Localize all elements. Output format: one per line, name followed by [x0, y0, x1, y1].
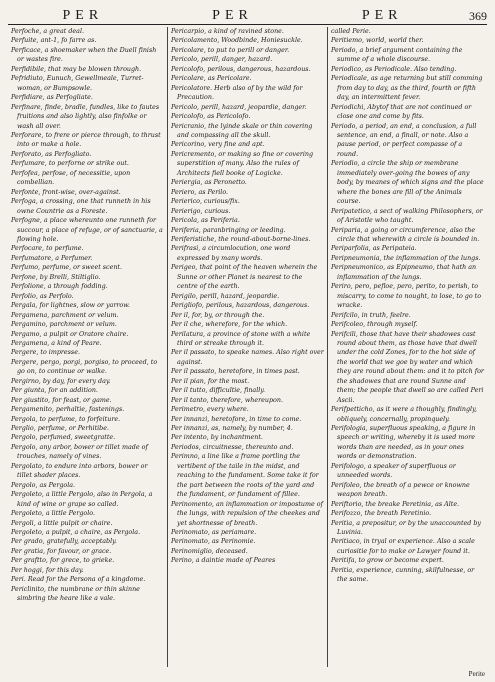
- dictionary-entry: Perinomato, as periamare.: [171, 529, 257, 537]
- dictionary-entry: Pergoli, a little pulpit or chaire.: [11, 519, 113, 527]
- dictionary-entry: Perfocare, to perfume.: [11, 245, 84, 253]
- dictionary-entry: Pericarpio, a kind of ravined stone.: [171, 28, 284, 35]
- column-middle: [167, 27, 327, 667]
- dictionary-entry: Pefridiuto, Eunuch, Gewellmeale, Turret-woman, or Bumpsowle.: [11, 75, 144, 92]
- dictionary-entry: Perfinare, finde, bradle, fundles, like to fautes fruitions and also lightly, also finfolke or wash all over.: [11, 103, 160, 130]
- dictionary-entry: Pericremento, or making so fine or covering superstition of many. Also the rules of Architects fiell booke of Logicke.: [171, 150, 314, 177]
- dictionary-entry: Perierigo, curious.: [171, 207, 231, 215]
- dictionary-entry: Perifoleo, the breath of a pewce or knowne weapon breath.: [331, 481, 470, 499]
- column-right: [327, 27, 487, 667]
- dictionary-entry: Perimetro, every where.: [171, 406, 249, 414]
- dictionary-entry: Perigeo, that point of the heaven wherein the Sunne or other Planet is nearest to the centre of the earth.: [171, 264, 318, 291]
- dictionary-entry: Perficace, a shoemaker when the Duell finish or wastes fire.: [11, 46, 157, 64]
- dictionary-entry: Periero, as Perilo.: [171, 188, 229, 196]
- dictionary-entry: Per il che, wherefore, for the which.: [171, 321, 288, 329]
- dictionary-entry: Perifcili, those that have their shadowes cast round about them, as those have that dwell under the cold Zones, for to the hot side of the world that we goe by water and which they are round about them: and it to pitch for the shadowes that are round Sunne and them; the people that dwell so are called Peri Ascii.: [331, 330, 484, 404]
- dictionary-entry: Perifpetticho, as it were a thoughly, findingly, obliquely, concernally, propinquely.: [331, 406, 477, 423]
- dictionary-entry: Pericolamento, Woodbinde, Honiesuckle.: [171, 37, 303, 45]
- dictionary-entry: called Perie.: [331, 28, 371, 35]
- column-left: [8, 27, 167, 667]
- dictionary-entry: Peri. Read for the Persona of a kingdome.: [11, 576, 146, 584]
- dictionary-entry: Perigilo, perill, hazard, jeopardie.: [171, 292, 280, 300]
- dictionary-entry: Pergere, to impresse.: [11, 349, 80, 357]
- dictionary-entry: Perinomato, as Perinomie.: [171, 538, 256, 546]
- dictionary-entry: Peritiaco, in tryal or experience. Also a scale curiositie for to make or Lawyer found it.: [331, 538, 475, 555]
- dictionary-entry: Perilatura, a province of stone with a white third or streake through it.: [171, 330, 311, 347]
- dictionary-entry: Pericolare, to put to perill or danger.: [171, 46, 290, 54]
- dictionary-entry: Pergamena, parchment or velum.: [11, 311, 119, 319]
- dictionary-entry: Pergamena, a kind of Peare.: [11, 339, 102, 347]
- dictionary-entry: Pericola, as Periferia.: [171, 217, 240, 225]
- dictionary-entry: Pergala, for lightnes, slow or yarrow.: [11, 302, 130, 310]
- dictionary-entry: Per innanzi, as, namely, by number, 4.: [171, 425, 293, 433]
- dictionary-entry: Pericolo, perill, hazard, jeopardie, danger.: [171, 103, 307, 111]
- dictionary-entry: Peripatetico, a sect of walking Philosophers, or of Aristotle who taught.: [331, 207, 483, 225]
- dictionary-entry: Periodico, as Periodicale. Also tending.: [331, 65, 457, 73]
- dictionary-entry: Perino, a daintie made of Peares: [171, 557, 276, 565]
- header-left: PER: [62, 8, 104, 23]
- dictionary-entry: Per graftto, for grece, to grieke.: [11, 557, 115, 565]
- dictionary-entry: Perierico, curious/fix.: [171, 198, 240, 206]
- dictionary-entry: Perforare, to frere or pierce through, to thrust into or make a hole.: [11, 131, 161, 149]
- dictionary-entry: Perfuite, ant-1, fo farre as.: [11, 37, 97, 45]
- dictionary-entry: Per hoggi, for this day.: [11, 566, 84, 574]
- dictionary-entry: Periparia, a going or circumference, also the circle that wherewith a circle is bounded in.: [331, 226, 480, 243]
- dictionary-entry: Perifrasi, a circumlocution, one word expressed by many words.: [171, 245, 291, 262]
- dictionary-entry: Perfidiare, as Perfogliate.: [11, 94, 93, 102]
- dictionary-entry: Pergoleto, a pulpit, a chaire, as Pergola.: [11, 529, 141, 537]
- dictionary-entry: Periergia, as Peronetto.: [171, 179, 247, 187]
- dictionary-entry: Peritifa, to grow or become expert.: [331, 557, 444, 565]
- dictionary-entry: Perfonte, front-wise, over-against.: [11, 188, 121, 196]
- dictionary-entry: Pericolare, as Pericolare.: [171, 75, 252, 83]
- dictionary-entry: Perfidibile, that may be blowen through.: [11, 65, 142, 73]
- header-middle: PER: [212, 8, 253, 23]
- dictionary-entry: Pergamo, a pulpit or Oratore chaire.: [11, 330, 129, 338]
- dictionary-entry: Perifcilo, in truth, feelre.: [331, 311, 411, 319]
- dictionary-entry: Per intento, by inchantment.: [171, 434, 263, 442]
- dictionary-entry: Per il tanto, therefore, whereupon.: [171, 396, 283, 404]
- dictionary-entry: Perfumatore, a Perfumer.: [11, 254, 93, 262]
- dictionary-entry: Pergolato, to endure into arbors, bower or tillet shader places.: [11, 462, 148, 480]
- dictionary-entry: Per il passato, to speake names. Also right over against.: [171, 349, 324, 366]
- dictionary-entry: Pergamenito, perhaltie, fastenings.: [11, 406, 125, 414]
- dictionary-entry: Perforato, as Perfogliato.: [11, 150, 92, 158]
- dictionary-entry: Pergoleto, a little Pergolo.: [11, 510, 95, 518]
- dictionary-entry: Perfone, by Brelli, Stiltiglio.: [11, 273, 101, 281]
- dictionary-entry: Perimno, a line like a frame portling the vertibent of the taile in the midst, and reaching to the fundament. Some take it for the part between the roots of the yard and the fundament, or fundament of fillee.: [171, 453, 319, 499]
- dictionary-entry: Per il passato, heretofore, in times past.: [171, 368, 300, 376]
- dictionary-entry: Pergola, to perfume, to forfeiture.: [11, 415, 121, 423]
- dictionary-entry: Pergolo, any arbor, bower or tillet made of trouches, namely of vines.: [11, 443, 148, 461]
- dictionary-entry: Perifologo, a speaker of superfluous or unneeded words.: [331, 462, 456, 480]
- dictionary-entry: Per giustito, for feast, or game.: [11, 396, 112, 404]
- dictionary-entry: Perinomiglio, deceased.: [171, 547, 248, 555]
- dictionary-entry: Perinomento, an inflammation or impostume of the lungs, with repulsion of the cheekes and yet shortnesse of breath.: [171, 500, 323, 527]
- dictionary-entry: Pericolofo, as Pericolofo.: [171, 113, 251, 121]
- entry-columns: [8, 27, 487, 667]
- dictionary-entry: Periclinito, the numbrane or thin skinne simbring the heare like a vale.: [11, 585, 140, 603]
- dictionary-entry: Peritiemo, world, world ther.: [331, 37, 424, 45]
- dictionary-entry: Periodicale, as age returning but still comming from day to day, as the third, fourth or fifth day, an intermittent fever.: [331, 75, 483, 102]
- dictionary-entry: Perfoche, a great deal.: [11, 28, 84, 35]
- dictionary-entry: Pergirno, by day, for every day.: [11, 377, 111, 385]
- dictionary-entry: Periftorio, the breake Peretinia, as Alte.: [331, 500, 460, 508]
- dictionary-entry: Pericolo, perill, danger, hazard.: [171, 56, 273, 64]
- dictionary-entry: Periodo, a period, an end, a conclusion, a full sentence, an end, a finall, or note. Also a pause period, or perfect compasse of a round.: [331, 122, 477, 158]
- dictionary-entry: Perfofea, perfose, of necessitie, upon combellian.: [11, 169, 131, 187]
- dictionary-entry: Pericorino, very fine and apt.: [171, 141, 265, 149]
- dictionary-entry: Periodo, a brief argument containing the summe of a whole discourse.: [331, 46, 463, 64]
- dictionary-entry: Per il pian, for the most.: [171, 377, 250, 385]
- catchword: Perite: [468, 670, 485, 678]
- dictionary-entry: Per il, for, by, or through the.: [171, 311, 265, 319]
- dictionary-entry: Periparfolia, as Peripateia.: [331, 245, 417, 253]
- dictionary-entry: Pergoleto, a little Pergolo, also in Pergola, a kind of wine or grape so called.: [11, 491, 153, 508]
- dictionary-entry: Pericolofo, perilous, dangerous, hazardous.: [171, 65, 311, 73]
- dictionary-entry: Peripneumonico, as Epipneumo, that hath an inflammation of the lungs.: [331, 264, 477, 281]
- dictionary-entry: Peripneumonia, the inflammation of the lungs.: [331, 254, 481, 262]
- dictionary-entry: Per innanzi, heretofore, in time to come.: [171, 415, 302, 423]
- dictionary-entry: Perfumo, perfume, or sweet scent.: [11, 264, 122, 272]
- dictionary-entry: Pergere, pergo, porgi, porgiso, to proceed, to go on, to continue or walke.: [11, 358, 158, 376]
- dictionary-entry: Peritia, a prepositur, or by the unaccounted by Luvinia.: [331, 519, 482, 537]
- dictionary-entry: Peritia, experience, cunning, skilfulnesse, or the same.: [331, 566, 475, 584]
- dictionary-entry: Periro, pero, pefloe, pero, perito, to perish, to miscarry, to come to nought, to lose, to go to wracke.: [331, 283, 482, 310]
- dictionary-entry: Pergamino, parchment or velum.: [11, 321, 117, 329]
- dictionary-entry: Perfogne, a place whereunto one runneth for succour, a place of refuge, or of sanctuarie, a flowing hole.: [11, 217, 163, 243]
- page-number: 369: [469, 9, 488, 23]
- dictionary-entry: Periodichi, Abytof that are not continued or close one and come by fits.: [331, 103, 472, 121]
- dictionary-entry: Pergolo, perfumed, sweetgratte.: [11, 434, 116, 442]
- dictionary-entry: Perifozzo, the breath Peretinio.: [331, 510, 432, 518]
- dictionary-entry: Perglio, perfume, or Perhitibe.: [11, 425, 109, 433]
- dictionary-entry: Perifcoleo, through myself.: [331, 321, 418, 329]
- dictionary-entry: Perfolio, as Perfolo.: [11, 292, 74, 300]
- dictionary-entry: Pericolatore. Herb also of by the wild for Precaution.: [171, 84, 303, 102]
- dictionary-entry: Per il tutto, difficultie, finally.: [171, 387, 266, 395]
- header-right: PER: [361, 8, 403, 23]
- dictionary-entry: Periferia, paranbringing or leeding.: [171, 226, 286, 234]
- dictionary-entry: Per giunta, for an addition.: [11, 387, 98, 395]
- dictionary-entry: Perfolione, a through fodding.: [11, 283, 108, 291]
- dictionary-entry: Perfoga, a crossing, one that runneth in his owne Countrie as a Foreste.: [11, 198, 151, 215]
- dictionary-entry: Periferistiche, the round-about-borne-lines.: [171, 235, 311, 243]
- running-header: [8, 6, 487, 25]
- dictionary-entry: Perifologia, superfluous speaking, a figure in speech or writing, whereby it is used more words than are needed, as in your ones words or demonstration.: [331, 425, 476, 461]
- dictionary-entry: Perfumare, to perforne or strike out.: [11, 160, 129, 168]
- dictionary-entry: Perigliofo, perilous, hazardous, dangerous.: [171, 302, 310, 310]
- dictionary-entry: Per gratia, for favour, or grace.: [11, 547, 112, 555]
- dictionary-entry: Pergolo, as Pergola.: [11, 481, 76, 489]
- dictionary-entry: Periodio, a circle the ship or membrane immediately over-going the bowes of any body, by meanes of which signs and the place where the bones are fill of the Animals course.: [331, 160, 484, 206]
- dictionary-entry: Periodos, circuitnesse, thereunto and.: [171, 443, 294, 451]
- dictionary-entry: Pericranio, the lyinde skale or thin covering and compassing all the skull.: [171, 122, 313, 139]
- dictionary-entry: Per grado, gratefully, acceptably.: [11, 538, 117, 546]
